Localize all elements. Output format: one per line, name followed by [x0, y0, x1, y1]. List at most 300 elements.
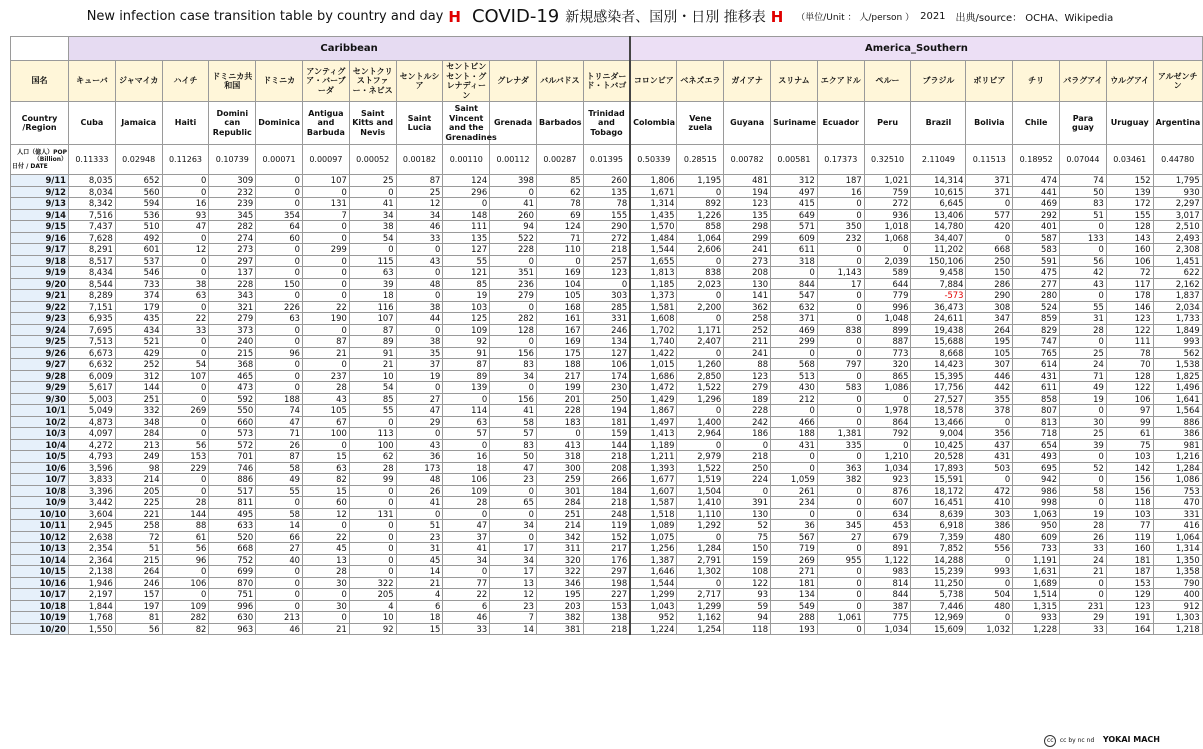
case-count-cell: 63	[349, 267, 396, 279]
case-count-cell: 127	[583, 347, 630, 359]
case-count-cell: 0	[302, 221, 349, 233]
case-count-cell: 272	[864, 198, 911, 210]
case-count-cell: 1,544	[630, 244, 677, 256]
case-count-cell: 58	[490, 416, 537, 428]
case-count-cell: 583	[1013, 244, 1060, 256]
case-count-cell: 583	[817, 382, 864, 394]
case-count-cell: 215	[115, 554, 162, 566]
case-count-cell: 322	[536, 566, 583, 578]
case-count-cell: 284	[115, 428, 162, 440]
case-count-cell: 864	[864, 416, 911, 428]
case-count-cell: 156	[1106, 474, 1153, 486]
case-count-cell: 26	[396, 485, 443, 497]
case-count-cell: 0	[817, 497, 864, 509]
population-value: 0.32510	[864, 145, 911, 175]
case-count-cell: 475	[1013, 267, 1060, 279]
case-count-cell: 31	[396, 543, 443, 555]
case-count-cell: 47	[256, 416, 303, 428]
case-count-cell: 37	[396, 359, 443, 371]
case-count-cell: 91	[443, 347, 490, 359]
case-count-cell: 214	[536, 520, 583, 532]
case-count-cell: 838	[677, 267, 724, 279]
date-cell: 10/16	[11, 577, 69, 589]
case-count-cell: 19	[1060, 393, 1107, 405]
date-cell: 10/18	[11, 600, 69, 612]
case-count-cell: 858	[677, 221, 724, 233]
population-value: 2.11049	[911, 145, 966, 175]
case-count-cell: 1,086	[864, 382, 911, 394]
country-name-ja: ベネズエラ	[677, 61, 724, 102]
case-count-cell: 211	[724, 336, 771, 348]
case-count-cell: 250	[583, 393, 630, 405]
case-count-cell: 1,086	[1153, 474, 1202, 486]
case-count-cell: 0	[966, 416, 1013, 428]
case-count-cell: 609	[1013, 531, 1060, 543]
case-count-cell: 164	[1106, 623, 1153, 635]
case-count-cell: 829	[1013, 324, 1060, 336]
case-count-cell: 1,496	[1153, 382, 1202, 394]
case-count-cell: 139	[1106, 186, 1153, 198]
case-count-cell: 232	[209, 186, 256, 198]
case-count-cell: 1,472	[630, 382, 677, 394]
country-name-en: Chile	[1013, 102, 1060, 145]
case-count-cell: 0	[162, 347, 209, 359]
case-count-cell: 299	[724, 232, 771, 244]
table-row	[11, 508, 1203, 520]
case-count-cell: 240	[209, 336, 256, 348]
case-count-cell: 522	[490, 232, 537, 244]
case-count-cell: 652	[115, 175, 162, 187]
table-row	[11, 405, 1203, 417]
case-count-cell: 410	[966, 497, 1013, 509]
case-count-cell: 0	[771, 451, 818, 463]
case-count-cell: 5,617	[69, 382, 116, 394]
case-count-cell: 0	[302, 520, 349, 532]
date-cell: 9/24	[11, 324, 69, 336]
date-cell: 10/17	[11, 589, 69, 601]
case-count-cell: 195	[966, 336, 1013, 348]
country-name-en: Dominica	[256, 102, 303, 145]
case-count-cell: 560	[115, 186, 162, 198]
table-row	[11, 290, 1203, 302]
case-count-cell: 139	[443, 382, 490, 394]
case-count-cell: 0	[966, 232, 1013, 244]
case-count-cell: 0	[302, 359, 349, 371]
case-count-cell: 391	[724, 497, 771, 509]
header-corner	[11, 37, 69, 61]
case-count-cell: 594	[115, 198, 162, 210]
date-cell: 9/17	[11, 244, 69, 256]
case-count-cell: 0	[162, 267, 209, 279]
case-count-cell: 473	[209, 382, 256, 394]
case-count-cell: 28	[1060, 324, 1107, 336]
case-count-cell: 7,884	[911, 278, 966, 290]
case-count-cell: 156	[1106, 485, 1153, 497]
case-count-cell: 1,303	[1153, 612, 1202, 624]
case-count-cell: 899	[864, 324, 911, 336]
table-row	[11, 370, 1203, 382]
case-count-cell: 116	[349, 301, 396, 313]
case-count-cell: 153	[583, 600, 630, 612]
case-count-cell: 274	[209, 232, 256, 244]
case-count-cell: 435	[115, 313, 162, 325]
case-count-cell: 14,423	[911, 359, 966, 371]
case-count-cell: 318	[771, 255, 818, 267]
population-value: 0.44780	[1153, 145, 1202, 175]
date-cell: 9/23	[11, 313, 69, 325]
case-count-cell: 0	[162, 301, 209, 313]
country-name-en: Trinidad and Tobago	[583, 102, 630, 145]
case-count-cell: 1,413	[630, 428, 677, 440]
case-count-cell: 108	[724, 566, 771, 578]
case-count-cell: 47	[490, 462, 537, 474]
case-count-cell: 75	[1106, 439, 1153, 451]
case-count-cell: 137	[209, 267, 256, 279]
case-count-cell: 88	[162, 520, 209, 532]
case-count-cell: 0	[1060, 577, 1107, 589]
case-count-cell: 106	[583, 359, 630, 371]
case-count-cell: 252	[115, 359, 162, 371]
case-count-cell: 382	[817, 474, 864, 486]
case-count-cell: 374	[115, 290, 162, 302]
case-count-cell: 69	[536, 209, 583, 221]
case-count-cell: 345	[817, 520, 864, 532]
case-count-cell: 218	[583, 623, 630, 635]
case-count-cell: 117	[1106, 278, 1153, 290]
case-count-cell: 297	[209, 255, 256, 267]
case-count-cell: 0	[162, 186, 209, 198]
case-count-cell: 0	[162, 336, 209, 348]
case-count-cell: 215	[209, 347, 256, 359]
case-count-cell: 94	[724, 612, 771, 624]
table-row	[11, 393, 1203, 405]
case-count-cell: 26	[1060, 531, 1107, 543]
case-count-cell: 2,200	[677, 301, 724, 313]
case-count-cell: 1,063	[1013, 508, 1060, 520]
country-name-ja: アンティグア・バーブーダ	[302, 61, 349, 102]
case-count-cell: 43	[396, 255, 443, 267]
case-count-cell: 400	[1153, 589, 1202, 601]
case-count-cell: 759	[864, 186, 911, 198]
case-count-cell: 0	[677, 347, 724, 359]
case-count-cell: 218	[583, 451, 630, 463]
case-count-cell: 1,671	[630, 186, 677, 198]
case-count-cell: 221	[115, 508, 162, 520]
case-count-cell: 660	[209, 416, 256, 428]
case-count-cell: 1,504	[677, 485, 724, 497]
case-count-cell: 224	[724, 474, 771, 486]
case-count-cell: 28	[302, 382, 349, 394]
case-count-cell: 7,516	[69, 209, 116, 221]
date-cell: 10/7	[11, 474, 69, 486]
case-count-cell: 161	[536, 313, 583, 325]
case-count-cell: 442	[966, 382, 1013, 394]
case-count-cell: 654	[1013, 439, 1060, 451]
case-count-cell: 41	[490, 405, 537, 417]
case-count-cell: 225	[115, 497, 162, 509]
case-count-cell: 259	[536, 474, 583, 486]
case-count-cell: 218	[583, 497, 630, 509]
date-cell: 10/15	[11, 566, 69, 578]
case-count-cell: 469	[771, 324, 818, 336]
case-count-cell: 83	[1060, 198, 1107, 210]
case-count-cell: 290	[966, 290, 1013, 302]
case-count-cell: 811	[209, 497, 256, 509]
table-row	[11, 623, 1203, 635]
case-count-cell: 34	[396, 209, 443, 221]
case-count-cell: 0	[302, 255, 349, 267]
case-count-cell: 10	[349, 612, 396, 624]
case-count-cell: 54	[349, 232, 396, 244]
case-count-cell: 0	[1060, 589, 1107, 601]
case-count-cell: 70	[1106, 359, 1153, 371]
case-count-cell: 0	[771, 267, 818, 279]
case-count-cell: 983	[864, 566, 911, 578]
case-count-cell: 72	[1106, 267, 1153, 279]
case-count-cell: 492	[115, 232, 162, 244]
case-count-cell: 0	[536, 428, 583, 440]
case-count-cell: 472	[966, 485, 1013, 497]
case-count-cell: 0	[349, 543, 396, 555]
population-value: 0.00287	[536, 145, 583, 175]
case-count-cell: 141	[724, 290, 771, 302]
case-count-cell: -573	[911, 290, 966, 302]
case-count-cell: 301	[536, 485, 583, 497]
pop-label: 人口（億人）POP（Billion）	[17, 149, 67, 163]
case-count-cell: 986	[1013, 485, 1060, 497]
case-count-cell: 413	[536, 439, 583, 451]
case-count-cell: 942	[1013, 474, 1060, 486]
case-count-cell: 0	[443, 439, 490, 451]
case-count-cell: 517	[209, 485, 256, 497]
case-count-cell: 0	[162, 485, 209, 497]
infection-table	[10, 36, 1203, 635]
case-count-cell: 2,638	[69, 531, 116, 543]
case-count-cell: 2,364	[69, 554, 116, 566]
case-count-cell: 453	[864, 520, 911, 532]
case-count-cell: 65	[490, 497, 537, 509]
country-name-en: Grenada	[490, 102, 537, 145]
case-count-cell: 266	[583, 474, 630, 486]
case-count-cell: 21	[302, 347, 349, 359]
case-count-cell: 504	[966, 589, 1013, 601]
case-count-cell: 30	[1060, 416, 1107, 428]
title-english: New infection case transition table by country and day	[86, 9, 444, 24]
case-count-cell: 155	[1106, 209, 1153, 221]
case-count-cell: 2,023	[677, 278, 724, 290]
case-count-cell: 0	[677, 577, 724, 589]
case-count-cell: 36,473	[911, 301, 966, 313]
table-row	[11, 301, 1203, 313]
case-count-cell: 0	[864, 244, 911, 256]
case-count-cell: 1,143	[817, 267, 864, 279]
case-count-cell: 269	[162, 405, 209, 417]
case-count-cell: 188	[536, 359, 583, 371]
case-count-cell: 105	[302, 405, 349, 417]
case-count-cell: 0	[256, 336, 303, 348]
case-count-cell: 106	[1106, 393, 1153, 405]
case-count-cell: 14	[396, 566, 443, 578]
case-count-cell: 51	[1060, 209, 1107, 221]
case-count-cell: 318	[536, 451, 583, 463]
case-count-cell: 0	[583, 278, 630, 290]
case-count-cell: 7,359	[911, 531, 966, 543]
case-count-cell: 28	[162, 497, 209, 509]
case-count-cell: 718	[1013, 428, 1060, 440]
population-value: 0.10739	[209, 145, 256, 175]
case-count-cell: 0	[162, 428, 209, 440]
case-count-cell: 362	[724, 301, 771, 313]
case-count-cell: 2,850	[677, 370, 724, 382]
case-count-cell: 230	[583, 382, 630, 394]
case-count-cell: 15,688	[911, 336, 966, 348]
table-row	[11, 497, 1203, 509]
case-count-cell: 930	[1153, 186, 1202, 198]
case-count-cell: 1,646	[630, 566, 677, 578]
case-count-cell: 153	[1106, 577, 1153, 589]
case-count-cell: 1,043	[630, 600, 677, 612]
case-count-cell: 34	[490, 554, 537, 566]
case-count-cell: 232	[817, 232, 864, 244]
case-count-cell: 21	[302, 623, 349, 635]
case-count-cell: 56	[162, 543, 209, 555]
case-count-cell: 1,195	[677, 175, 724, 187]
case-count-cell: 0	[349, 244, 396, 256]
table-row	[11, 209, 1203, 221]
case-count-cell: 1,740	[630, 336, 677, 348]
table-row	[11, 359, 1203, 371]
case-count-cell: 536	[115, 209, 162, 221]
case-count-cell: 181	[1106, 554, 1153, 566]
case-count-cell: 431	[1013, 370, 1060, 382]
case-count-cell: 614	[1013, 359, 1060, 371]
case-count-cell: 8,291	[69, 244, 116, 256]
case-count-cell: 524	[1013, 301, 1060, 313]
case-count-cell: 6,645	[911, 198, 966, 210]
case-count-cell: 0	[256, 255, 303, 267]
case-count-cell: 16,451	[911, 497, 966, 509]
case-count-cell: 174	[583, 370, 630, 382]
case-count-cell: 3,017	[1153, 209, 1202, 221]
population-value: 0.00581	[771, 145, 818, 175]
country-name-ja: アルゼンチン	[1153, 61, 1202, 102]
case-count-cell: 591	[1013, 255, 1060, 267]
case-count-cell: 13	[490, 577, 537, 589]
case-count-cell: 8,639	[911, 508, 966, 520]
population-value: 0.00782	[724, 145, 771, 175]
case-count-cell: 0	[302, 290, 349, 302]
case-count-cell: 62	[536, 186, 583, 198]
case-count-cell: 91	[349, 347, 396, 359]
country-name-en: Uruguay	[1106, 102, 1153, 145]
case-count-cell: 18	[349, 290, 396, 302]
case-count-cell: 503	[966, 462, 1013, 474]
case-count-cell: 83	[490, 359, 537, 371]
case-count-cell: 3,604	[69, 508, 116, 520]
case-count-cell: 779	[864, 290, 911, 302]
case-count-cell: 194	[583, 405, 630, 417]
case-count-cell: 733	[1013, 543, 1060, 555]
case-count-cell: 19	[1060, 508, 1107, 520]
table-body	[11, 175, 1203, 635]
case-count-cell: 105	[966, 347, 1013, 359]
case-count-cell: 38	[396, 336, 443, 348]
case-count-cell: 387	[864, 600, 911, 612]
case-count-cell: 121	[443, 267, 490, 279]
case-count-cell: 127	[443, 244, 490, 256]
case-count-cell: 1,015	[630, 359, 677, 371]
case-count-cell: 0	[349, 416, 396, 428]
case-count-cell: 98	[115, 462, 162, 474]
case-count-cell: 257	[583, 255, 630, 267]
case-count-cell: 0	[771, 508, 818, 520]
case-count-cell: 332	[115, 405, 162, 417]
case-count-cell: 48	[396, 278, 443, 290]
country-name-ja: セントクリストファー・ネビス	[349, 61, 396, 102]
case-count-cell: 859	[1013, 313, 1060, 325]
case-count-cell: 43	[1060, 278, 1107, 290]
case-count-cell: 573	[209, 428, 256, 440]
case-count-cell: 307	[966, 359, 1013, 371]
title-covid: COVID-19	[471, 6, 560, 27]
case-count-cell: 61	[1106, 428, 1153, 440]
case-count-cell: 0	[396, 508, 443, 520]
case-count-cell: 571	[771, 221, 818, 233]
case-count-cell: 103	[1106, 508, 1153, 520]
case-count-cell: 2,717	[677, 589, 724, 601]
case-count-cell: 1,299	[677, 600, 724, 612]
case-count-cell: 765	[1013, 347, 1060, 359]
case-count-cell: 0	[349, 186, 396, 198]
case-count-cell: 0	[349, 497, 396, 509]
case-count-cell: 7	[302, 209, 349, 221]
case-count-cell: 218	[724, 451, 771, 463]
case-count-cell: 1,064	[677, 232, 724, 244]
case-count-cell: 0	[677, 405, 724, 417]
date-cell: 10/3	[11, 428, 69, 440]
case-count-cell: 130	[724, 508, 771, 520]
case-count-cell: 188	[256, 393, 303, 405]
case-count-cell: 5,738	[911, 589, 966, 601]
table-row	[11, 347, 1203, 359]
case-count-cell: 109	[443, 485, 490, 497]
case-count-cell: 273	[209, 244, 256, 256]
case-count-cell: 4,793	[69, 451, 116, 463]
case-count-cell: 118	[724, 623, 771, 635]
case-count-cell: 242	[724, 416, 771, 428]
case-count-cell: 368	[209, 359, 256, 371]
case-count-cell: 1,867	[630, 405, 677, 417]
case-count-cell: 213	[256, 612, 303, 624]
case-count-cell: 18	[396, 612, 443, 624]
case-count-cell: 386	[1153, 428, 1202, 440]
case-count-cell: 632	[771, 301, 818, 313]
case-count-cell: 213	[115, 439, 162, 451]
case-count-cell: 40	[256, 554, 303, 566]
case-count-cell: 100	[302, 428, 349, 440]
case-count-cell: 1,631	[1013, 566, 1060, 578]
case-count-cell: 320	[864, 359, 911, 371]
case-count-cell: 286	[966, 278, 1013, 290]
case-count-cell: 4	[396, 589, 443, 601]
case-count-cell: 35	[396, 347, 443, 359]
date-cell: 10/12	[11, 531, 69, 543]
population-value: 0.11263	[162, 145, 209, 175]
case-count-cell: 371	[771, 313, 818, 325]
case-count-cell: 92	[349, 623, 396, 635]
case-count-cell: 1,429	[630, 393, 677, 405]
case-count-cell: 100	[349, 439, 396, 451]
